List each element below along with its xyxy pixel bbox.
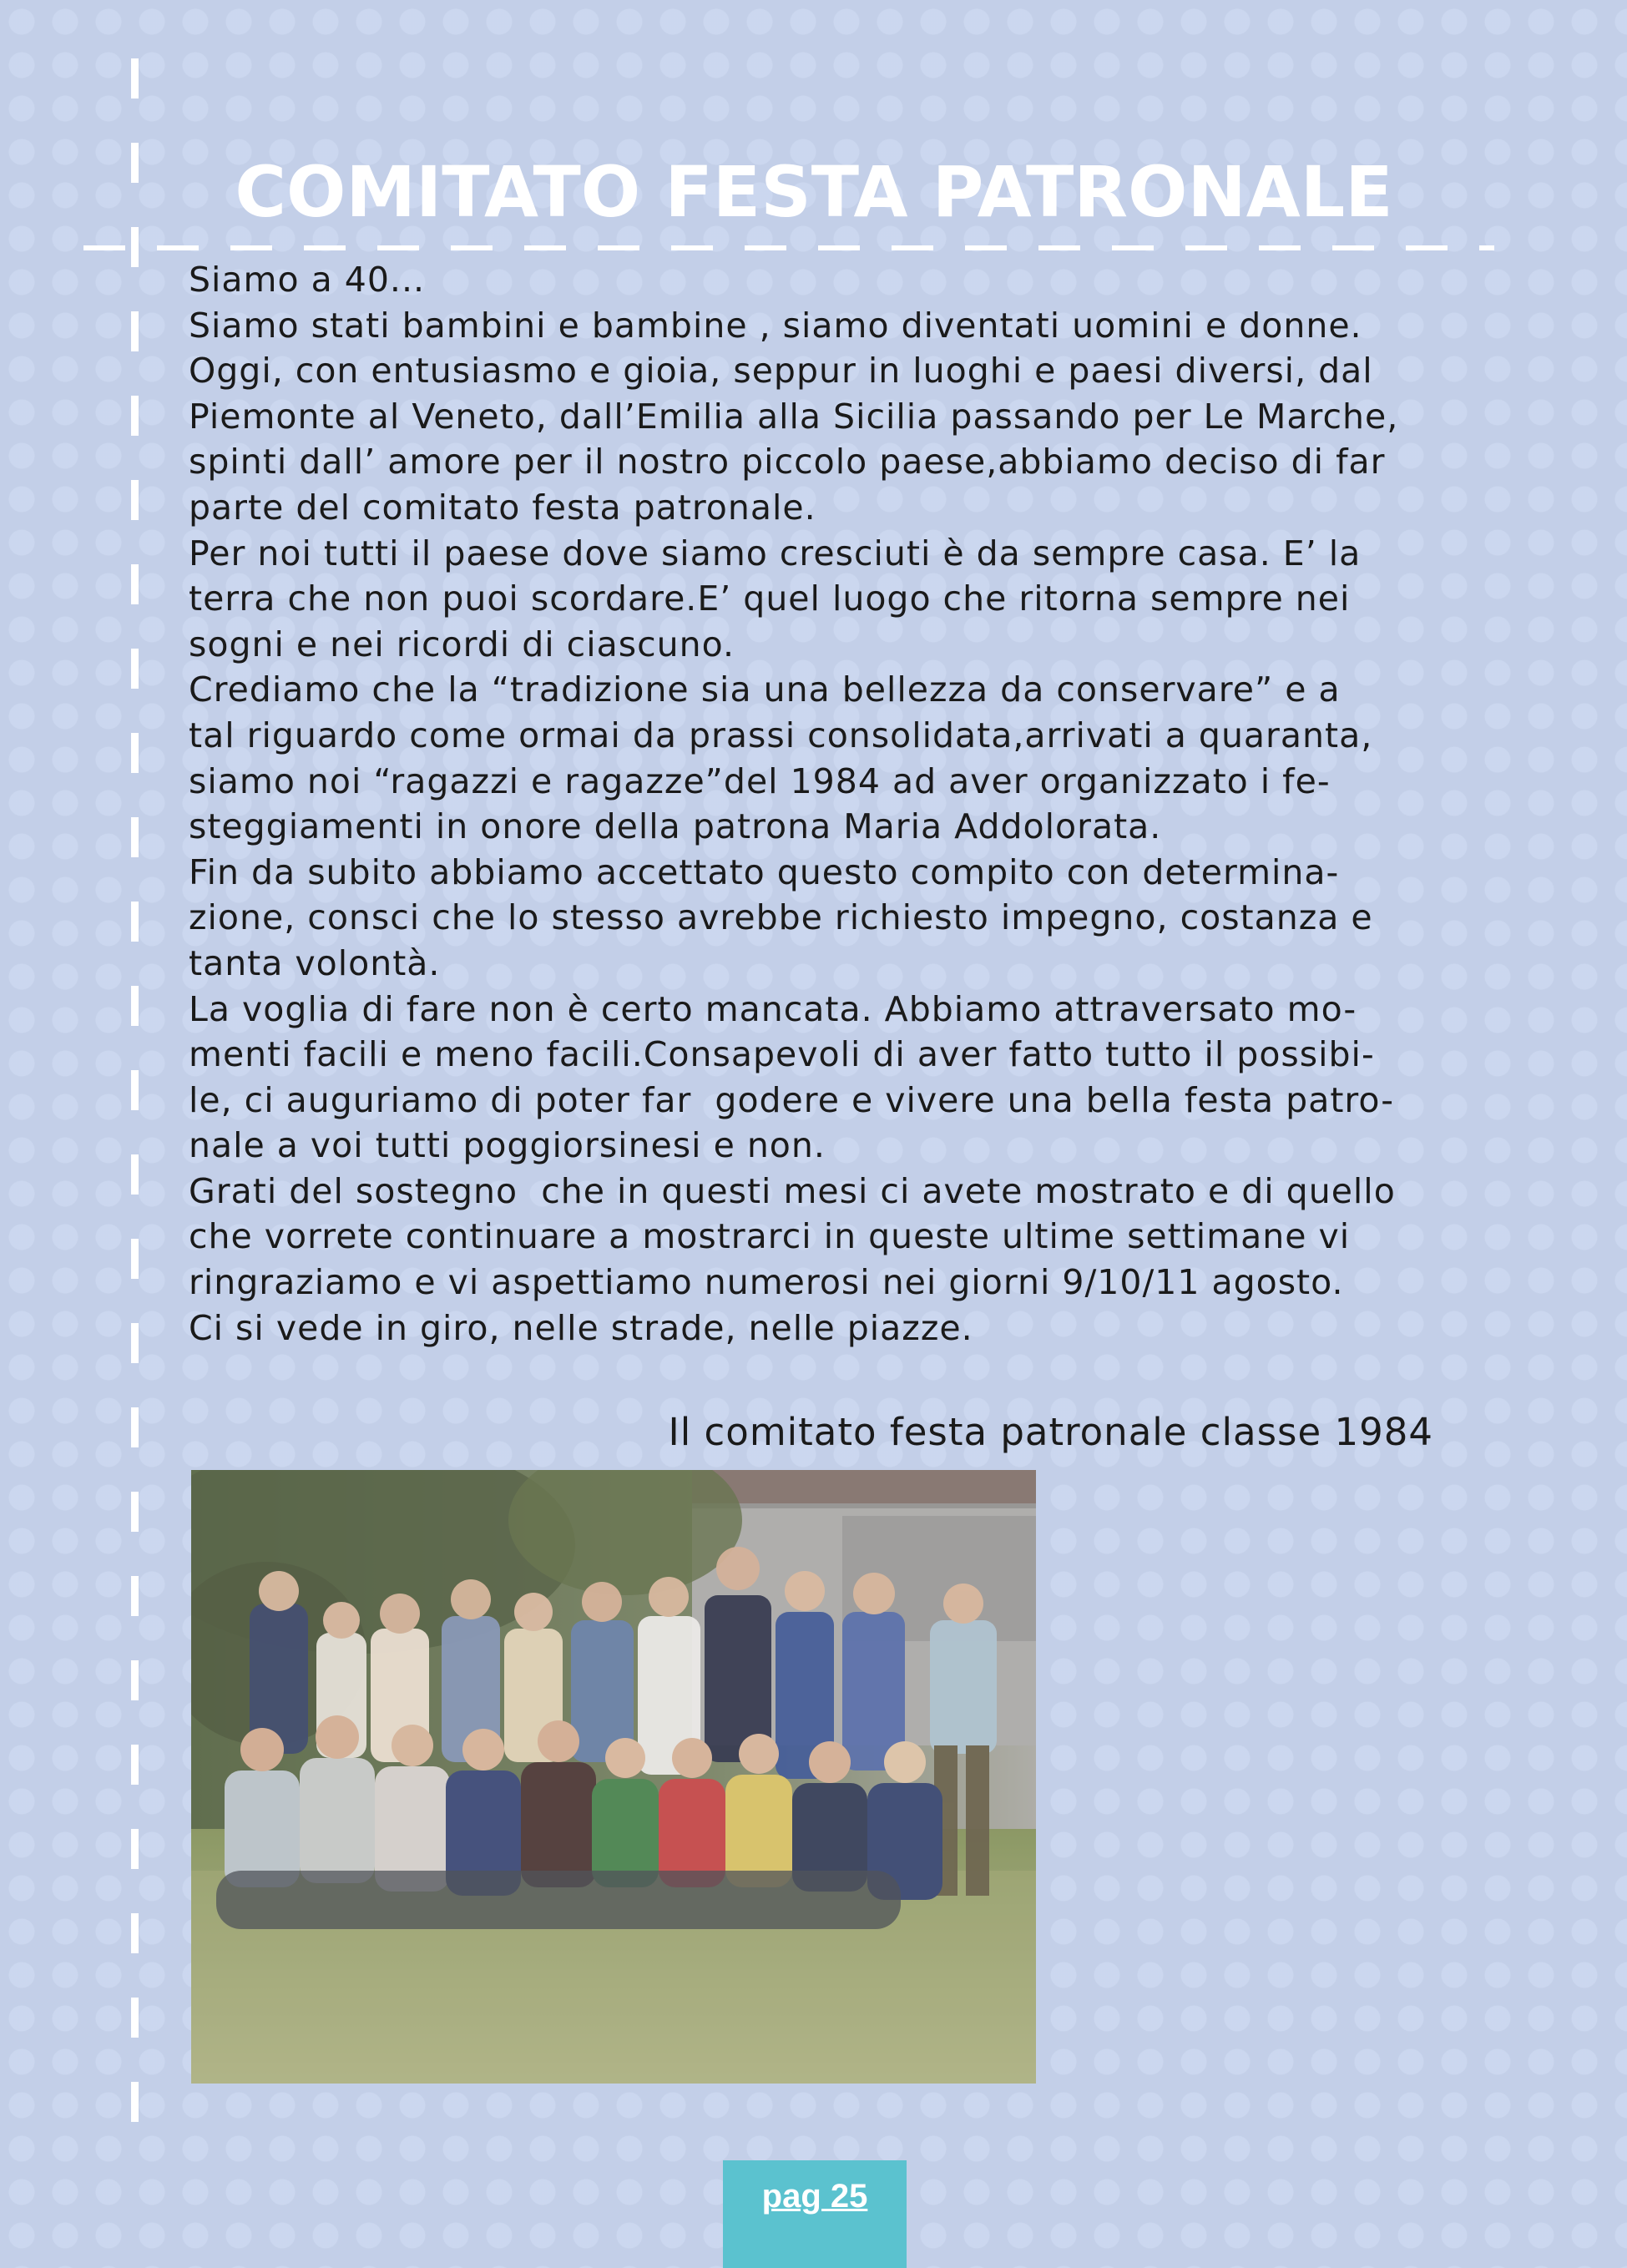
group-photo bbox=[191, 1470, 1036, 2084]
signature: Il comitato festa patronale classe 1984 bbox=[668, 1410, 1433, 1454]
text-line: Siamo stati bambini e bambine , siamo diventati uomini e donne. bbox=[189, 305, 1362, 346]
text-line: parte del comitato festa patronale. bbox=[189, 487, 816, 528]
text-line: Fin da subito abbiamo accettato questo compito con determina- bbox=[189, 851, 1340, 892]
text-line: menti facili e meno facili.Consapevoli di aver fatto tutto il possibi- bbox=[189, 1034, 1375, 1075]
text-line: Ci si vede in giro, nelle strade, nelle piazze. bbox=[189, 1307, 973, 1348]
text-line: le, ci auguriamo di poter far godere e vivere una bella festa patro- bbox=[189, 1079, 1395, 1120]
page-number-badge bbox=[723, 2160, 907, 2268]
text-line: che vorrete continuare a mostrarci in queste ultime settimane vi bbox=[189, 1216, 1351, 1257]
group-photo-illustration bbox=[191, 1470, 1036, 2084]
text-line: siamo noi “ragazzi e ragazze”del 1984 ad aver organizzato i fe- bbox=[189, 760, 1331, 801]
text-line: steggiamenti in onore della patrona Maria Addolorata. bbox=[189, 806, 1162, 847]
article-body bbox=[189, 257, 1491, 1351]
text-line: zione, consci che lo stesso avrebbe richiesto impegno, costanza e bbox=[189, 897, 1373, 938]
page-title: COMITATO FESTA PATRONALE bbox=[235, 151, 1393, 233]
text-line: La voglia di fare non è certo mancata. Abbiamo attraversato mo- bbox=[189, 988, 1357, 1029]
text-line: Grati del sostegno che in questi mesi ci avete mostrato e di quello bbox=[189, 1170, 1396, 1211]
text-line: Oggi, con entusiasmo e gioia, seppur in luoghi e paesi diversi, dal bbox=[189, 351, 1373, 391]
text-line: tal riguardo come ormai da prassi consolidata,arrivati a quaranta, bbox=[189, 715, 1373, 755]
text-line: Siamo a 40... bbox=[189, 260, 426, 300]
text-line: tanta volontà. bbox=[189, 942, 441, 983]
page-number[interactable]: pag 25 bbox=[761, 2178, 868, 2215]
dashed-vertical-line bbox=[131, 58, 139, 2145]
text-line: terra che non puoi scordare.E’ quel luogo che ritorna sempre nei bbox=[189, 578, 1351, 619]
text-line: ringraziamo e vi aspettiamo numerosi nei giorni 9/10/11 agosto. bbox=[189, 1262, 1344, 1303]
text-line: nale a voi tutti poggiorsinesi e non. bbox=[189, 1125, 826, 1166]
dashed-horizontal-line bbox=[83, 245, 1494, 250]
text-line: Crediamo che la “tradizione sia una bellezza da conservare” e a bbox=[189, 669, 1341, 710]
text-line: sogni e nei ricordi di ciascuno. bbox=[189, 624, 735, 664]
text-line: Per noi tutti il paese dove siamo cresciuti è da sempre casa. E’ la bbox=[189, 533, 1362, 573]
text-line: Piemonte al Veneto, dall’Emilia alla Sicilia passando per Le Marche, bbox=[189, 396, 1399, 437]
text-line: spinti dall’ amore per il nostro piccolo paese,abbiamo deciso di far bbox=[189, 442, 1386, 482]
